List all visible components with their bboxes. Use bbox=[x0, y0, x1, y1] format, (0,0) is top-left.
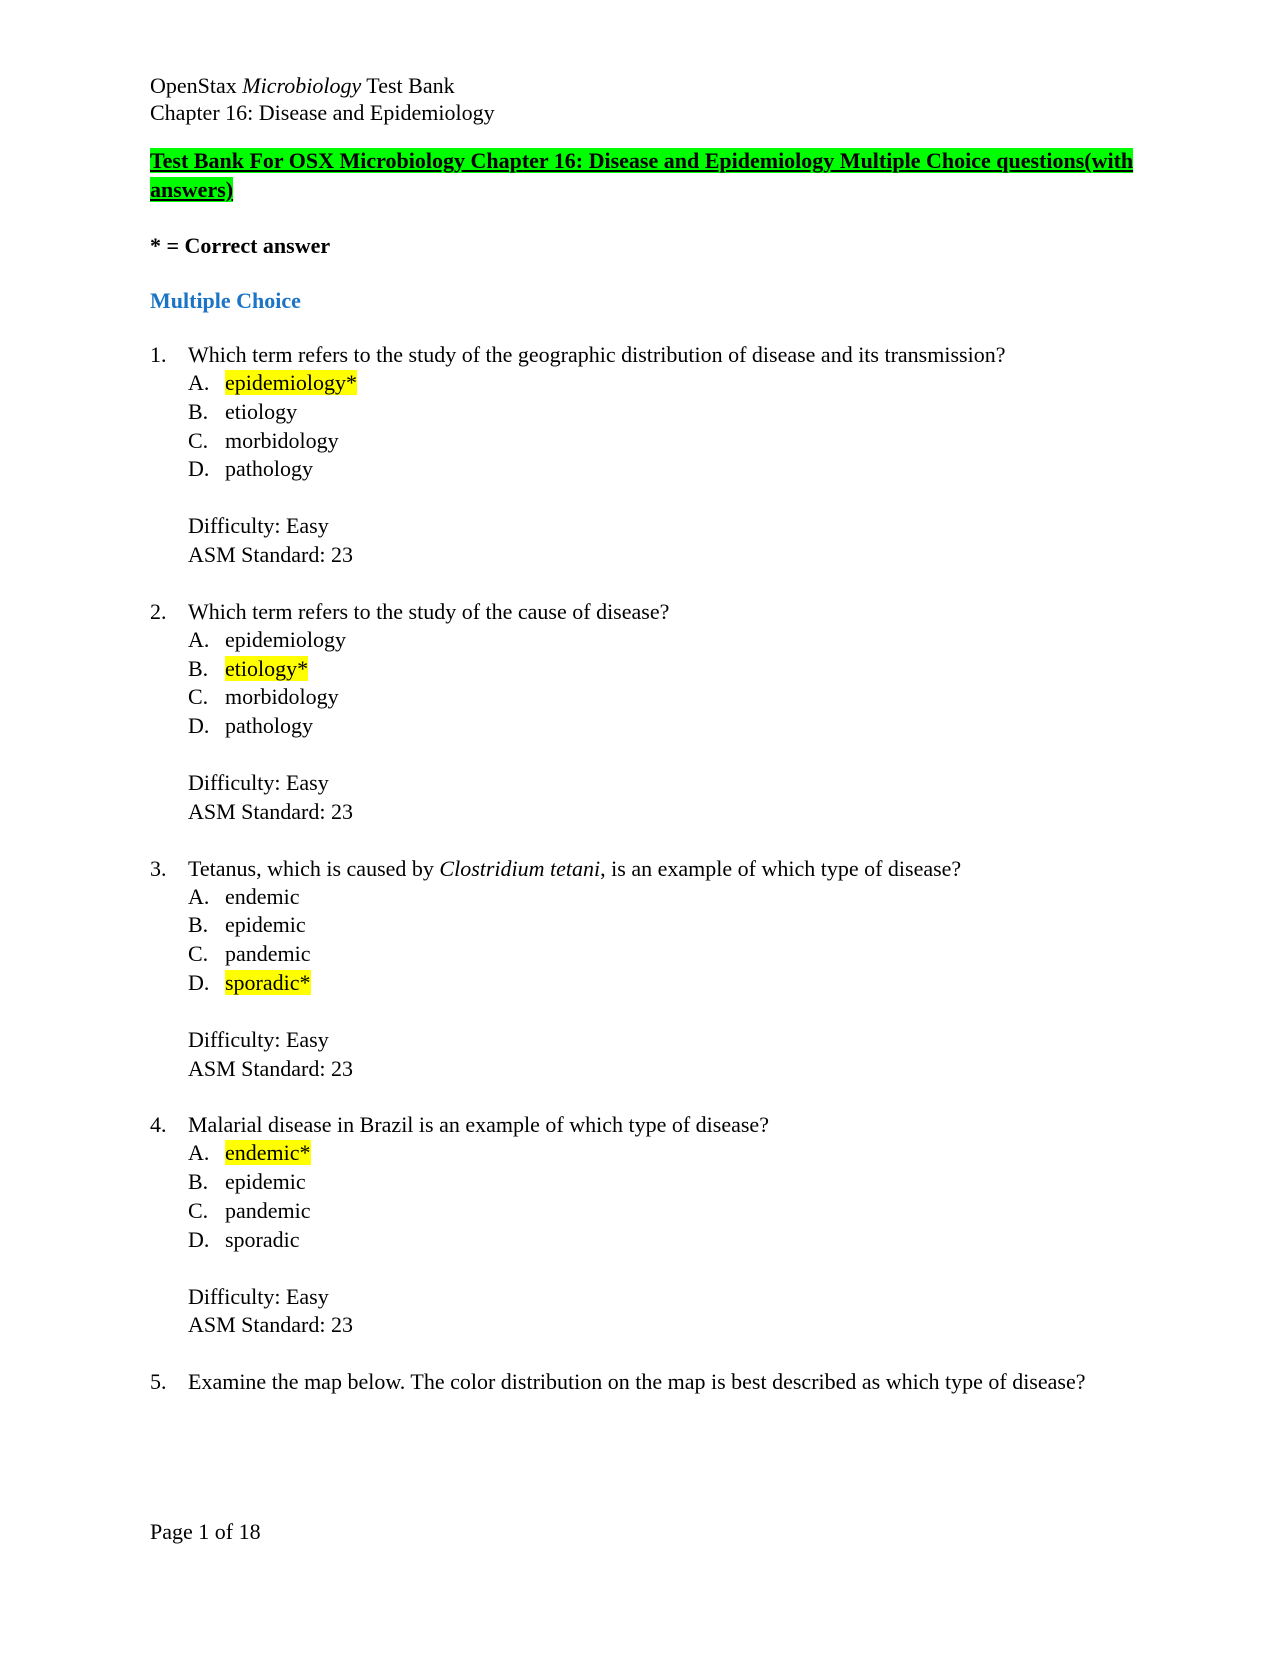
question-4 bbox=[150, 1110, 1140, 1340]
question-number: 3. bbox=[150, 855, 167, 881]
option-a: A. epidemiology* bbox=[188, 370, 357, 395]
option-b: B. epidemic bbox=[188, 1169, 306, 1195]
correct-answer: endemic* bbox=[225, 1140, 311, 1166]
question-meta bbox=[188, 769, 1140, 827]
question-list bbox=[150, 340, 1140, 1396]
question-text: Tetanus, which is caused by Clostridium tetani, is an example of which type of disease? bbox=[188, 855, 962, 881]
option-d: D. sporadic* bbox=[188, 969, 311, 995]
correct-answer: etiology* bbox=[225, 655, 309, 681]
question-text: Which term refers to the study of the cause of disease? bbox=[188, 598, 670, 624]
option-c: C. morbidology bbox=[188, 684, 339, 710]
running-header-line-2: Chapter 16: Disease and Epidemiology bbox=[150, 100, 495, 125]
question-number: 2. bbox=[150, 598, 167, 624]
difficulty: Difficulty: Easy bbox=[188, 513, 329, 539]
difficulty: Difficulty: Easy bbox=[188, 1026, 329, 1052]
question-5 bbox=[150, 1367, 1140, 1396]
question-3 bbox=[150, 854, 1140, 1084]
question-text: Which term refers to the study of the geographic distribution of disease and its transmission? bbox=[188, 342, 1006, 367]
difficulty: Difficulty: Easy bbox=[188, 769, 329, 795]
question-meta bbox=[188, 1026, 1140, 1084]
difficulty: Difficulty: Easy bbox=[188, 1283, 329, 1309]
option-a: A. epidemiology bbox=[188, 626, 346, 652]
option-c: C. pandemic bbox=[188, 941, 311, 967]
question-meta bbox=[188, 512, 1140, 570]
question-1 bbox=[150, 340, 1140, 570]
question-text: Examine the map below. The color distribution on the map is best described as which type of disease? bbox=[188, 1369, 1086, 1395]
section-heading: Multiple Choice bbox=[150, 288, 301, 313]
question-number: 1. bbox=[150, 342, 167, 367]
correct-answer: sporadic* bbox=[225, 969, 311, 995]
option-d: D. sporadic bbox=[188, 1226, 300, 1252]
option-c: C. pandemic bbox=[188, 1197, 311, 1223]
document-title: Test Bank For OSX Microbiology Chapter 16: Disease and Epidemiology Multiple Choice questions(with answers) bbox=[150, 148, 1134, 202]
asm-standard: ASM Standard: 23 bbox=[188, 1055, 353, 1081]
option-d: D. pathology bbox=[188, 456, 313, 482]
option-c: C. morbidology bbox=[188, 427, 339, 453]
correct-answer-legend: * = Correct answer bbox=[150, 233, 331, 258]
option-d: D. pathology bbox=[188, 713, 313, 739]
question-text: Malarial disease in Brazil is an example of which type of disease? bbox=[188, 1112, 769, 1138]
option-b: B. etiology bbox=[188, 398, 298, 424]
correct-answer: epidemiology* bbox=[225, 370, 357, 395]
option-a: A. endemic* bbox=[188, 1140, 311, 1166]
running-header-line-1: OpenStax Microbiology Test Bank bbox=[150, 73, 455, 98]
document-page bbox=[150, 72, 1140, 1423]
question-number: 5. bbox=[150, 1369, 167, 1395]
asm-standard: ASM Standard: 23 bbox=[188, 1312, 353, 1338]
question-number: 4. bbox=[150, 1112, 167, 1138]
option-b: B. etiology* bbox=[188, 655, 309, 681]
option-a: A. endemic bbox=[188, 883, 300, 909]
question-2 bbox=[150, 597, 1140, 827]
page-footer: Page 1 of 18 bbox=[150, 1519, 261, 1544]
option-b: B. epidemic bbox=[188, 912, 306, 938]
question-meta bbox=[188, 1283, 1140, 1341]
asm-standard: ASM Standard: 23 bbox=[188, 541, 353, 567]
asm-standard: ASM Standard: 23 bbox=[188, 798, 353, 824]
